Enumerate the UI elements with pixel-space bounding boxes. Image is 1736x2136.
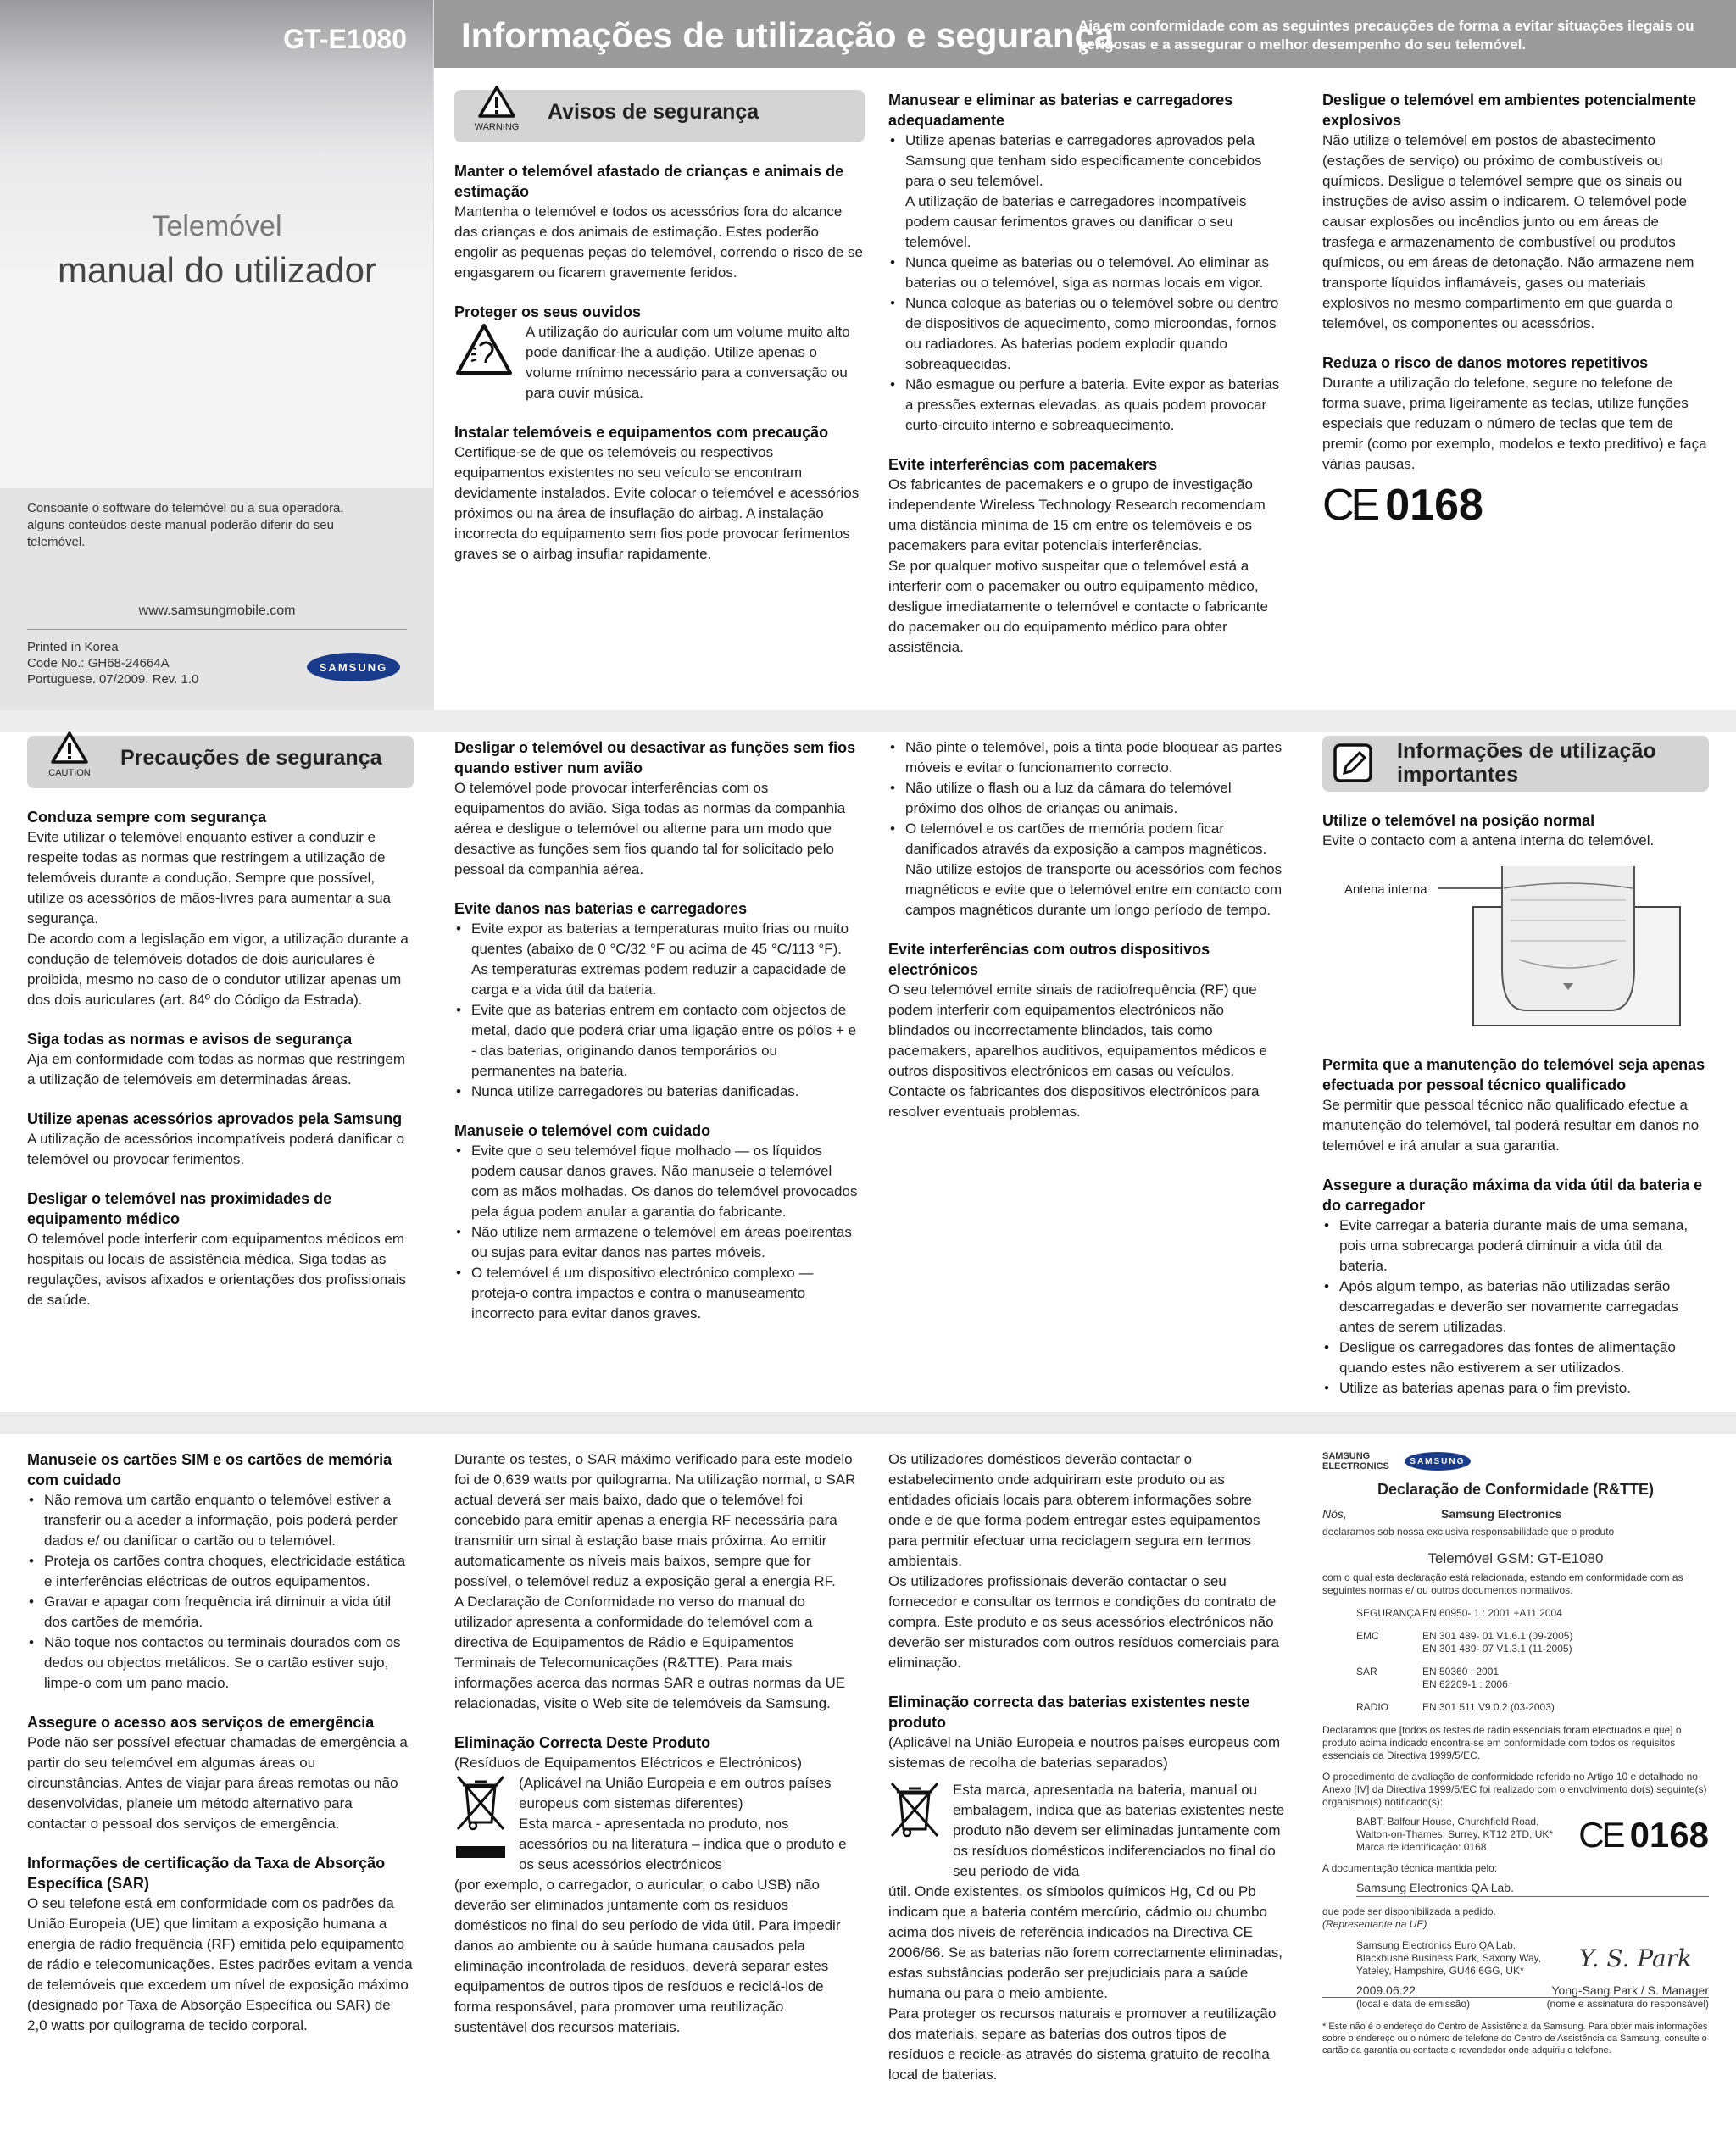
section-text: Evite o contacto com a antena interna do telemóvel. xyxy=(1322,832,1655,848)
list-item: • Evite expor as baterias a temperaturas muito frias ou muito quentes (abaixo de 0 °C/32 °F ou acima de 45 °C/113 °F). As temperaturas extremas podem reduzir a capacidade de carga e a vida útil da bateria. xyxy=(454,919,858,1000)
section-heading: Eliminação correcta das baterias existentes neste produto xyxy=(888,1694,1250,1731)
section-heading: Instalar telemóveis e equipamentos com precaução xyxy=(454,424,829,441)
section-text: O seu telemóvel emite sinais de radiofrequência (RF) que podem interferir com equipamentos electrónicos não blindados ou incorrectamente blindados, tais como pacemakers, aparelhos auditivos, equipamentos médicos e outros dispositivos electrónicos em casas ou veículos. Contacte os fabricantes dos dispositivos electrónicos para resolver eventuais problemas. xyxy=(888,982,1267,1120)
signer-name: Yong-Sang Park / S. Manager xyxy=(1551,1983,1709,1997)
section-text: (Aplicável na União Europeia e em outros países europeus com sistemas diferentes) xyxy=(519,1775,832,1811)
section-text: Esta marca - apresentada no produto, nos acessórios ou na literatura – indica que o produto e os seus acessórios electrónicos xyxy=(519,1816,847,1872)
info-header-label: Informações de utilização importantes xyxy=(1397,739,1656,787)
section-heading: Assegure o acesso aos serviços de emergência xyxy=(27,1714,375,1731)
print-info xyxy=(27,639,198,687)
section-text: Evite utilizar o telemóvel enquanto estiver a conduzir e respeite todas as normas que restringem a utilização de telemóveis durante a condução. Sempre que possível, utilize os acessórios de mãos-livres para aumentar a sua segurança. xyxy=(27,829,391,926)
declaration-text: A documentação técnica mantida pelo: xyxy=(1322,1862,1498,1874)
sar-column xyxy=(454,1449,858,2038)
section-text: Mantenha o telemóvel e todos os acessórios fora do alcance das crianças e dos animais de estimação. Estes poderão engolir as pequenas peças do telemóvel, correndo o risco de se engasgarem ou ficarem gravemente feridos. xyxy=(454,203,863,281)
section-heading: Siga todas as normas e avisos de segurança xyxy=(27,1031,353,1048)
section-heading: Assegure a duração máxima da vida útil da bateria e do carregador xyxy=(1322,1176,1703,1214)
warning-section-header xyxy=(454,90,865,142)
list-item: • Não remova um cartão enquanto o telemóvel estiver a transferir ou a aceder a informação, pois poderá perder dados e/ ou danificar o cartão ou o telemóvel. xyxy=(27,1490,414,1551)
ce-mark xyxy=(1322,481,1709,530)
section-heading: Utilize apenas acessórios aprovados pela Samsung xyxy=(27,1110,403,1127)
caution-column xyxy=(27,736,414,1310)
section-heading: Eliminação Correcta Deste Produto xyxy=(454,1734,711,1751)
declaration-product: Telemóvel GSM: GT-E1080 xyxy=(1427,1550,1604,1566)
ce-number: 0168 xyxy=(1385,481,1483,530)
page-title: Informações de utilização e segurança xyxy=(461,15,1115,55)
section-heading: Evite interferências com pacemakers xyxy=(888,456,1158,473)
list-item: • Nunca coloque as baterias ou o telemóvel sobre ou dentro de dispositivos de aquecimento, como microondas, fornos ou radiadores. As baterias podem explodir quando sobreaquecidas. xyxy=(888,293,1285,375)
section-heading: Permita que a manutenção do telemóvel seja apenas efectuada por pessoal técnico qualificado xyxy=(1322,1056,1705,1093)
list-item: • Evite carregar a bateria durante mais de uma semana, pois uma sobrecarga poderá diminuir a vida útil da bateria. xyxy=(1322,1215,1709,1277)
section-heading: Desligar o telemóvel nas proximidades de equipamento médico xyxy=(27,1190,332,1227)
section-heading: Manter o telemóvel afastado de crianças e animais de estimação xyxy=(454,163,844,200)
weee-block xyxy=(454,1773,858,1875)
weee-symbol xyxy=(454,1773,507,1875)
section-text: Para proteger os recursos naturais e promover a reutilização dos materiais, separe as baterias dos outros tipos de resíduos e recicle-as através do sistema gratuito de recolha local de baterias. xyxy=(888,2005,1277,2083)
ce-mark: CE 0168 xyxy=(1578,1815,1709,1855)
list-item: • Gravar e apagar com frequência irá diminuir a vida útil dos cartões de memória. xyxy=(27,1592,414,1633)
list-item: • Evite que as baterias entrem em contacto com objectos de metal, dado que poderá criar uma ligação entre os pólos + e - das baterias, originando danos temporários ou permanentes na bateria. xyxy=(454,1000,858,1082)
printed-in: Printed in Korea xyxy=(27,640,119,654)
bullet-list xyxy=(888,737,1285,921)
page-header xyxy=(434,0,1736,68)
section-text: Esta marca, apresentada na bateria, manual ou embalagem, indica que as baterias existentes neste produto não devem ser eliminadas juntamente com os resíduos domésticos indiferenciados no final do seu período de vida xyxy=(953,1782,1285,1879)
language-revision: Portuguese. 07/2009. Rev. 1.0 xyxy=(27,672,199,687)
section-text: Se permitir que pessoal técnico não qualificado efectue a manutenção do telemóvel, tal poderá resultar em danos no telemóvel e irá anular a sua garantia. xyxy=(1322,1097,1700,1154)
note-pencil-icon xyxy=(1333,743,1373,783)
list-item: • Nunca queime as baterias ou o telemóvel. Ao eliminar as baterias ou o telemóvel, siga as normas locais em vigor. xyxy=(888,253,1285,293)
section-text: A Declaração de Conformidade no verso do manual do utilizador apresenta a conformidade do telemóvel com a directiva de Equipamentos de Rádio e Equipamentos Terminais de Telecomunicações (R&TTE). Para mais informações acerca das normas SAR e outras normas da UE relacionadas, visite o Web site de telemóveis da Samsung. xyxy=(454,1594,846,1711)
list-item: • O telemóvel e os cartões de memória podem ficar danificados através da exposição a campos magnéticos. Não utilize estojos de transporte ou acessórios com fechos magnéticos e evite que o telemóvel entre em contacto com campos magnéticos durante um longo período de tempo. xyxy=(888,819,1285,921)
declaration-column xyxy=(1322,1451,1709,2056)
section-heading: Evite interferências com outros dispositivos electrónicos xyxy=(888,941,1210,978)
airplane-column xyxy=(454,737,858,1324)
band-separator xyxy=(0,1412,1736,1434)
model-number: GT-E1080 xyxy=(283,24,407,54)
signature: Y. S. Park xyxy=(1578,1944,1692,1972)
weee-text xyxy=(519,1773,858,1875)
list-item: • Nunca utilize carregadores ou baterias danificadas. xyxy=(454,1082,858,1102)
section-text: Durante os testes, o SAR máximo verificado para este modelo foi de 0,639 watts por quilograma. Na utilização normal, o SAR actual deverá ser mais baixo, dado que o telemóvel foi concebido para emitir apenas a energia RF necessária para transmitir um sinal à estação base mais próxima. Ao emitir automaticamente os níveis mais baixos, sempre que for possível, o telemóvel reduz a exposição geral a energia RF. xyxy=(454,1451,856,1589)
section-text: Pode não ser possível efectuar chamadas de emergência a partir do seu telemóvel em algumas áreas ou circunstâncias. Antes de viajar para áreas remotas ou não desenvolvidas, planeie um método alternativo para contactar o pessoal dos serviços de emergência. xyxy=(27,1734,408,1832)
band-separator xyxy=(0,710,1736,732)
cover-title-line2: manual do utilizador xyxy=(58,250,376,290)
info-section-header xyxy=(1322,736,1709,792)
eu-representative: (Representante na UE) xyxy=(1322,1918,1427,1930)
caution-symbol xyxy=(37,731,102,783)
list-item: • Não utilize o flash ou a luz da câmara do telemóvel próximo dos olhos de crianças ou animais. xyxy=(888,778,1285,819)
section-text: O telemóvel pode interferir com equipamentos médicos em hospitais ou locais de assistência médica. Siga todas as regulações, avisos afixados e orientações dos profissionais de saúde. xyxy=(27,1231,406,1308)
bullet-list xyxy=(888,131,1285,436)
section-text: Não utilize o telemóvel em postos de abastecimento (estações de serviço) ou próximo de combustíveis ou químicos. Desligue o telemóvel sempre que os sinais ou instruções de aviso assim o indicarem. O telemóvel pode causar explosões ou incêndios junto ou em áreas de trasfega e armazenamento de combustível ou produtos químicos, ou em áreas de detonação. Não armazene nem transporte líquidos inflamáveis, gases ou materiais explosivos no mesmo compartimento em que guarda o telemóvel, os componentes ou acessórios. xyxy=(1322,132,1694,331)
table-row: EMC EN 301 489- 01 V1.6.1 (09-2005) EN 301 489- 07 V1.3.1 (11-2005) xyxy=(1356,1630,1573,1655)
qa-lab: Samsung Electronics QA Lab. xyxy=(1356,1882,1709,1897)
phone-antenna-illustration xyxy=(1322,866,1709,1036)
section-heading: Desligue o telemóvel em ambientes potencialmente explosivos xyxy=(1322,92,1697,129)
bullet-list xyxy=(27,1490,414,1694)
declaration-brand xyxy=(1322,1451,1709,1471)
section-heading: Utilize o telemóvel na posição normal xyxy=(1322,812,1595,829)
disposal-column xyxy=(888,1449,1285,2085)
section-heading: Proteger os seus ouvidos xyxy=(454,303,642,320)
bullet-list xyxy=(1322,1215,1709,1399)
table-row: SAR EN 50360 : 2001 EN 62209-1 : 2006 xyxy=(1356,1666,1508,1690)
hearing-warning-icon xyxy=(454,322,514,376)
section-text: Durante a utilização do telefone, segure no telefone de forma suave, prima ligeiramente as teclas, utilize funções especiais que reduzam o número de teclas que tem de premir (como por exemplo, modelos e texto preditivo) e faça várias pausas. xyxy=(1322,375,1707,472)
sim-column xyxy=(27,1449,414,2036)
warning-label: WARNING xyxy=(474,122,520,132)
declaration-text: declaramos sob nossa exclusiva responsabilidade que o produto xyxy=(1322,1526,1615,1538)
code-number: Code No.: GH68-24664A xyxy=(27,656,170,670)
explosive-column xyxy=(1322,90,1709,530)
caution-header-label: Precauções de segurança xyxy=(120,746,382,770)
warning-symbol xyxy=(465,85,529,137)
section-heading: Desligar o telemóvel ou desactivar as funções sem fios quando estiver num avião xyxy=(454,739,856,776)
section-text: Se por qualquer motivo suspeitar que o telemóvel está a interferir com o pacemaker ou outro equipamento médico, desligue imediatamente o telemóvel e contacte o fabricante do pacemaker ou do equipamento médico para obter assistência. xyxy=(888,558,1268,655)
list-item: • Não pinte o telemóvel, pois a tinta pode bloquear as partes móveis e evitar o funcionamento correcto. xyxy=(888,737,1285,778)
table-row: RADIO EN 301 511 V9.0.2 (03-2003) xyxy=(1356,1701,1555,1713)
samsung-electronics-wordmark: SAMSUNG ELECTRONICS xyxy=(1322,1451,1389,1471)
section-subtitle: (Aplicável na União Europeia e noutros países europeus com sistemas de recolha de baterias separados) xyxy=(888,1734,1281,1771)
list-item: • Não esmague ou perfure a bateria. Evite expor as baterias a pressões externas elevadas, as quais podem provocar curto-circuito interno e sobreaquecimento. xyxy=(888,375,1285,436)
samsung-logo: SAMSUNG xyxy=(1405,1452,1471,1471)
battery-disposal-block xyxy=(888,1780,1285,1882)
list-item: • Desligue os carregadores das fontes de alimentação quando estes não estiverem a ser utilizados. xyxy=(1322,1338,1709,1378)
section-subtitle: (Resíduos de Equipamentos Eléctricos e Electrónicos) xyxy=(454,1755,803,1771)
section-text: (por exemplo, o carregador, o auricular, o cabo USB) não deverão ser eliminados juntamente com os resíduos domésticos no final do seu período de vida útil. Para impedir danos ao ambiente ou à saúde humana causados pela eliminação incontrolada de resíduos, deverá separar estes equipamentos de outros tipos de resíduos e reciclá-los de forma responsável, para promover uma reutilização sustentável dos recursos materiais. xyxy=(454,1877,841,2035)
table-row: SEGURANÇA EN 60950- 1 : 2001 +A11:2004 xyxy=(1356,1607,1562,1619)
cover-note: Consoante o software do telemóvel ou a sua operadora, alguns conteúdos deste manual poderão diferir do seu telemóvel. xyxy=(27,501,344,549)
antenna-label: Antena interna xyxy=(1344,882,1427,897)
section-text: Certifique-se de que os telemóveis ou respectivos equipamentos existentes no seu veículo se encontram devidamente instalados. Evite colocar o telemóvel e acessórios próximos ou na área de insuflação do airbag. A instalação incorrecta do equipamento sem fios pode provocar ferimentos graves se o airbag insuflar rapidamente. xyxy=(454,444,860,562)
divider xyxy=(27,629,407,630)
list-item: • Proteja os cartões contra choques, electricidade estática e interferências eléctricas de outros equipamentos. xyxy=(27,1551,414,1592)
bullet-list xyxy=(454,1141,858,1324)
cover-url: www.samsungmobile.com xyxy=(138,604,296,618)
section-heading: Conduza sempre com segurança xyxy=(27,809,267,826)
section-heading: Manuseie o telemóvel com cuidado xyxy=(454,1122,711,1139)
warning-triangle-icon xyxy=(477,85,516,119)
warning-header-label: Avisos de segurança xyxy=(548,100,760,124)
section-text: Os utilizadores profissionais deverão contactar o seu fornecedor e consultar os termos e condições do contrato de compra. Este produto e os seus acessórios electrónicos não deverão ser misturados com outros resíduos comerciais para eliminação. xyxy=(888,1573,1280,1671)
declaration-text: com o qual esta declaração está relacionada, estando em conformidade com as seguintes normas e/ ou outros documentos normativos. xyxy=(1322,1571,1683,1596)
section-text: útil. Onde existentes, os símbolos químicos Hg, Cd ou Pb indicam que a bateria contém mercúrio, cádmio ou chumbo acima dos níveis de referência indicados na Directiva CE 2006/66. Se as baterias não forem correctamente eliminadas, estas substâncias poderão ser prejudiciais para a saúde humana ou para o meio ambiente. xyxy=(888,1883,1283,2001)
hearing-block xyxy=(454,322,865,403)
section-heading: Reduza o risco de danos motores repetitivos xyxy=(1322,354,1649,371)
section-text: O seu telefone está em conformidade com os padrões da União Europeia (UE) que limitam a exposição humana a energia de rádio frequência (RF) emitida pelo equipamento de rádio e telecomunicações. Estes padrões evitam a venda de telemóveis que excedem um nível de exposição máximo (designado por Taxa de Absorção Específica ou SAR) de 2,0 watts por quilograma de tecido corporal. xyxy=(27,1895,413,2033)
caution-label: CAUTION xyxy=(48,768,91,778)
section-text: Aja em conformidade com todas as normas que restringem a utilização de telemóveis em determinadas áreas. xyxy=(27,1051,405,1087)
antenna-figure xyxy=(1322,866,1709,1036)
cover-title xyxy=(0,210,434,291)
samsung-logo: SAMSUNG xyxy=(307,653,400,681)
list-item: • Após algum tempo, as baterias não utilizadas serão descarregadas e deverão ser novamente carregadas antes de serem utilizadas. xyxy=(1322,1277,1709,1338)
list-item: • Não utilize nem armazene o telemóvel em áreas poeirentas ou sujas para evitar danos nas partes móveis. xyxy=(454,1222,858,1263)
issue-date: 2009.06.22 xyxy=(1356,1983,1416,1997)
list-item: • Utilize as baterias apenas para o fim previsto. xyxy=(1322,1378,1709,1399)
notified-body xyxy=(1322,1816,1709,1854)
page-subtitle: Aja em conformidade com as seguintes precauções de forma a evitar situações ilegais ou perigosas e a assegurar o melhor desempenho do seu telemóvel. xyxy=(1078,18,1694,53)
signature-labels: (local e data de emissão) (nome e assinatura do responsável) xyxy=(1356,1998,1709,2010)
usage-info-column xyxy=(1322,736,1709,1399)
caution-triangle-icon xyxy=(50,731,89,765)
section-text: Os fabricantes de pacemakers e o grupo de investigação independente Wireless Technology Research recomendam uma distância mínima de 15 cm entre os telemóveis e os pacemakers para evitar potenciais interferências. xyxy=(888,476,1266,553)
section-text: O telemóvel pode provocar interferências com os equipamentos do avião. Siga todas as normas da companhia aérea e desligue o telemóvel ou alterne para um modo que desactive as funções sem fios quando tal for solicitado pelo pessoal da companhia aérea. xyxy=(454,780,846,877)
list-item: • Evite que o seu telemóvel fique molhado — os líquidos podem causar danos graves. Não manuseie o telemóvel com as mãos molhadas. Os danos do telemóvel provocados pela água podem anular a garantia do fabricante. xyxy=(454,1141,858,1222)
crossed-bin-icon xyxy=(888,1780,941,1848)
declaration-company: Nós, Samsung Electronics xyxy=(1322,1507,1562,1521)
crossed-bin-icon xyxy=(454,1773,507,1861)
caution-section-header xyxy=(27,736,414,788)
list-item: • O telemóvel é um dispositivo electrónico complexo — proteja-o contra impactos e contra o manuseamento incorrecto para evitar danos graves. xyxy=(454,1263,858,1324)
section-text: De acordo com a legislação em vigor, a utilização durante a condução de telemóveis dotados de dois auriculares é proibida, mesmo no caso de o condutor utilizar apenas um dos dois auriculares (art. 84º do Código da Estrada). xyxy=(27,931,409,1008)
section-text: A utilização de acessórios incompatíveis poderá danificar o telemóvel ou provocar ferimentos. xyxy=(27,1131,405,1167)
declaration-title: Declaração de Conformidade (R&TTE) xyxy=(1377,1481,1655,1498)
signature-line xyxy=(1322,1984,1709,1998)
footnote: * Este não é o endereço do Centro de Assistência da Samsung. Para obter mais informações sobre o endereço ou o número de telefone do Centro de Assistência da Samsung, consulte o cartão da garantia ou contacte o revendedor onde adquiriu o telefone. xyxy=(1322,2022,1708,2055)
declaration-text: O procedimento de avaliação de conformidade referido no Artigo 10 e detalhado no Anexo [IV] da Directiva 1999/5/EC foi realizado com o envolvimento do(s) seguinte(s) organismo(s) notificado(s): xyxy=(1322,1771,1707,1808)
warning-column xyxy=(454,90,865,565)
section-heading: Manuseie os cartões SIM e os cartões de memória com cuidado xyxy=(27,1451,392,1488)
list-item: • Utilize apenas baterias e carregadores aprovados pela Samsung que tenham sido especificamente concebidos para o seu telemóvel. A utilização de baterias e carregadores incompatíveis podem causar ferimentos graves ou danificar o seu telemóvel. xyxy=(888,131,1285,253)
section-text: Os utilizadores domésticos deverão contactar o estabelecimento onde adquiriram este produto ou as entidades oficiais locais para obterem informações sobre onde e de que forma podem entregar estes equipamentos para permitir efectuar uma reciclagem segura em termos ambientais. xyxy=(888,1451,1260,1569)
representative-block xyxy=(1322,1939,1709,1977)
info-symbol xyxy=(1327,743,1378,783)
section-text: A utilização do auricular com um volume muito alto pode danificar-lhe a audição. Utilize apenas o volume mínimo necessário para a conversação ou para ouvir música. xyxy=(526,324,850,401)
section-heading: Evite danos nas baterias e carregadores xyxy=(454,900,748,917)
declaration-text: que pode ser disponibilizada a pedido. xyxy=(1322,1905,1496,1917)
rep-address: Samsung Electronics Euro QA Lab. Blackbushe Business Park, Saxony Way, Yateley, Hampshire, GU46 6GG, UK* xyxy=(1356,1939,1542,1977)
babt-address: BABT, Balfour House, Churchfield Road, Walton-on-Thames, Surrey, KT12 2TD, UK* Marca de identificação: 0168 xyxy=(1356,1816,1554,1853)
section-heading: Manusear e eliminar as baterias e carregadores adequadamente xyxy=(888,92,1233,129)
battery-column xyxy=(888,90,1285,658)
bullet-list xyxy=(454,919,858,1102)
section-heading: Informações de certificação da Taxa de Absorção Específica (SAR) xyxy=(27,1855,386,1892)
standards-table xyxy=(1322,1607,1709,1714)
electronics-column xyxy=(888,737,1285,1122)
list-item: • Não toque nos contactos ou terminais dourados com os dedos ou objectos metálicos. Se o cartão estiver sujo, limpe-o com um pano macio. xyxy=(27,1633,414,1694)
declaration-text: Declaramos que [todos os testes de rádio essenciais foram efectuados e que] o produto acima indicado encontra-se em conformidade com todos os requisitos essenciais da Directiva 1999/5/EC. xyxy=(1322,1724,1682,1761)
cover-title-line1: Telemóvel xyxy=(152,210,282,242)
ce-logo: CE xyxy=(1322,481,1377,530)
